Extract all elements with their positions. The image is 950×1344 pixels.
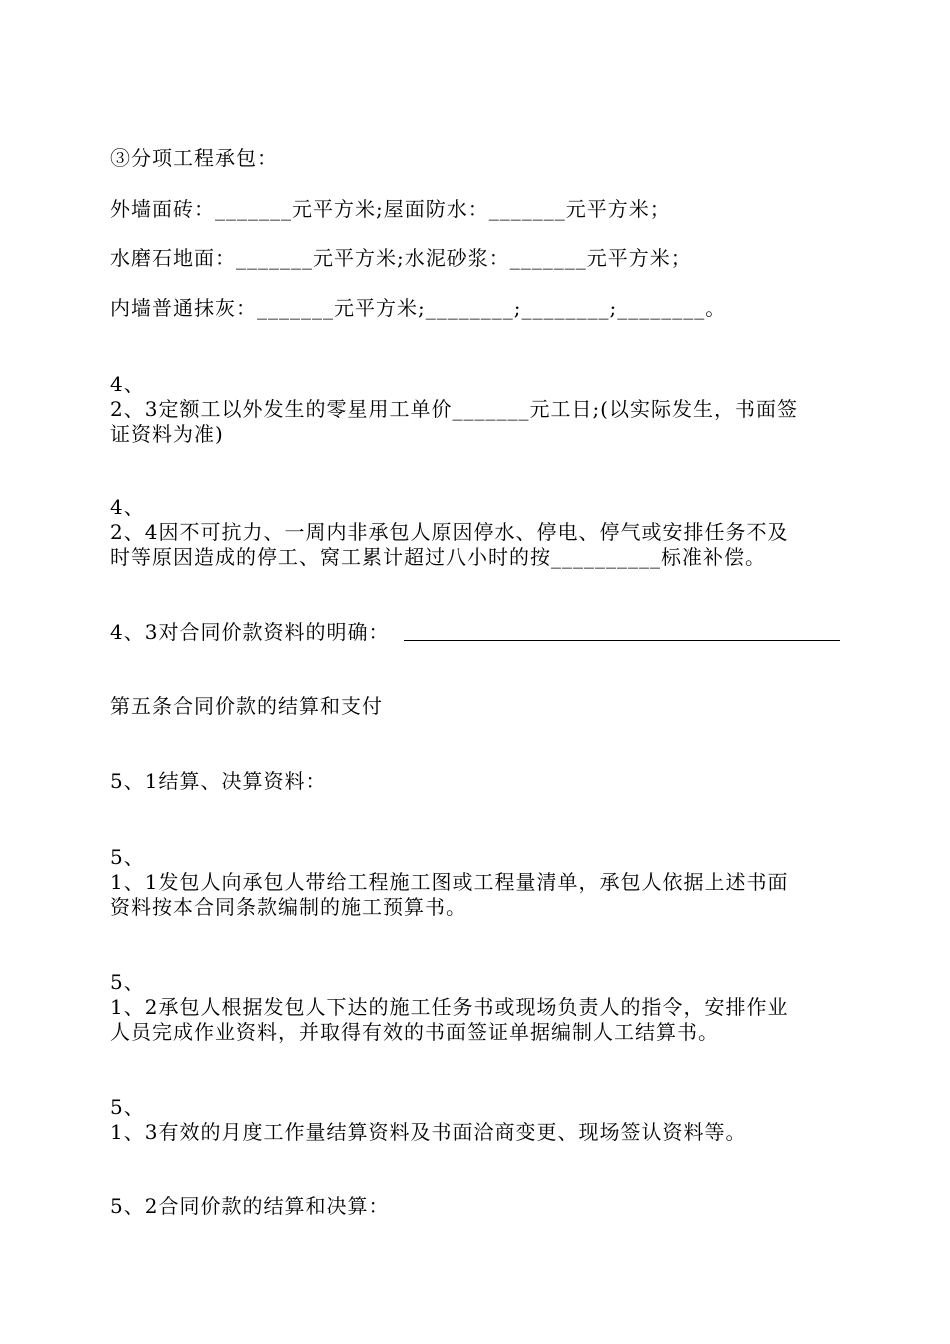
doc-line-5-1-3: 1、3有效的月度工作量结算资料及书面洽商变更、现场签认资料等。	[110, 1120, 747, 1144]
doc-line-5-1: 5、1结算、决算资料：	[110, 769, 327, 793]
doc-line-4-prefix-a: 4、	[110, 372, 145, 396]
doc-line-5-prefix-a: 5、	[110, 845, 145, 869]
doc-line-4-2-4-cont: 时等原因造成的停工、窝工累计超过八小时的按__________标准补偿。	[110, 545, 766, 569]
doc-line-5-prefix-b: 5、	[110, 970, 145, 994]
doc-line-5-1-1-cont: 资料按本合同条款编制的施工预算书。	[110, 895, 467, 919]
doc-line-article-five: 第五条合同价款的结算和支付	[110, 694, 383, 718]
doc-line-4-2-4: 2、4因不可抗力、一周内非承包人原因停水、停电、停气或安排任务不及	[110, 520, 789, 544]
doc-line-terrazzo: 水磨石地面：_______元平方米;水泥砂浆：_______元平方米；	[110, 246, 692, 270]
doc-line-exterior-tiles: 外墙面砖：_______元平方米;屋面防水：_______元平方米；	[110, 197, 671, 221]
doc-line-4-prefix-b: 4、	[110, 495, 145, 519]
doc-line-4-2-3: 2、3定额工以外发生的零星用工单价_______元工日;(以实际发生，书面签	[110, 397, 798, 421]
blank-fill-line	[404, 640, 840, 641]
doc-line-5-1-2: 1、2承包人根据发包人下达的施工任务书或现场负责人的指令，安排作业	[110, 995, 789, 1019]
doc-line-subcontract-heading: ③分项工程承包：	[110, 146, 278, 170]
doc-line-5-prefix-c: 5、	[110, 1095, 145, 1119]
doc-line-5-1-2-cont: 人员完成作业资料，并取得有效的书面签证单据编制人工结算书。	[110, 1020, 719, 1044]
doc-line-5-2: 5、2合同价款的结算和决算：	[110, 1194, 390, 1218]
doc-line-5-1-1: 1、1发包人向承包人带给工程施工图或工程量清单，承包人依据上述书面	[110, 870, 789, 894]
doc-line-4-2-3-cont: 证资料为准)	[110, 422, 224, 446]
doc-line-4-3: 4、3对合同价款资料的明确：	[110, 620, 390, 644]
doc-line-interior-plaster: 内墙普通抹灰：_______元平方米;________;________;________。	[110, 296, 727, 320]
